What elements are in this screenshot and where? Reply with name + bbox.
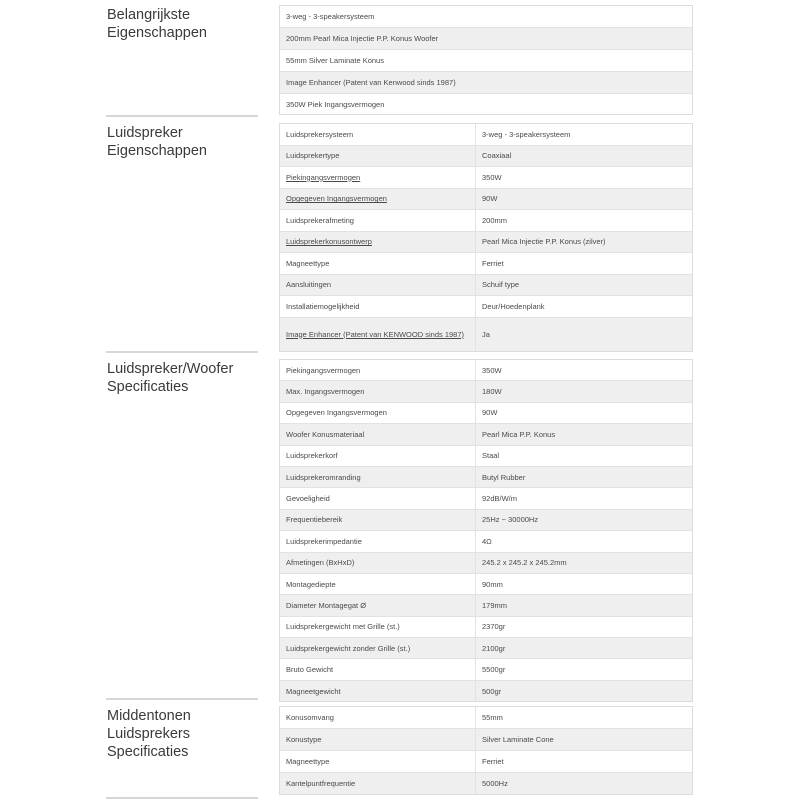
table-row: Bruto Gewicht 5500gr [280,659,692,680]
section-divider [106,797,258,799]
table-row: Opgegeven Ingangsvermogen 90W [280,403,692,424]
table-row: Luidsprekeromranding Butyl Rubber [280,467,692,488]
table-row: Diameter Montagegat Ø 179mm [280,595,692,616]
table-row: Luidsprekersysteem 3-weg - 3-speakersysteem [280,124,692,146]
spec-link[interactable]: Luidsprekerkonusontwerp [280,232,476,253]
section-divider [106,698,258,700]
table-row: Konusomvang 55mm [280,707,692,729]
table-row: Luidsprekerafmeting 200mm [280,210,692,232]
section-title: Luidspreker Eigenschappen [107,125,207,159]
list-item: Image Enhancer (Patent van Kenwood sinds 1987) [280,72,692,94]
section-title: Belangrijkste Eigenschappen [107,7,207,41]
table-row: Magneetgewicht 500gr [280,681,692,701]
table-row: Piekingangsvermogen 350W [280,360,692,381]
table-row: Luidsprekergewicht met Grille (st.) 2370gr [280,617,692,638]
spec-link[interactable]: Opgegeven Ingangsvermogen [280,189,476,210]
spec-link[interactable]: Piekingangsvermogen [280,167,476,188]
table-row: Konustype Silver Laminate Cone [280,729,692,751]
table-row: Piekingangsvermogen 350W [280,167,692,189]
table-row: Aansluitingen Schuif type [280,275,692,297]
table-row: Kantelpuntfrequentie 5000Hz [280,773,692,794]
section-divider [106,351,258,353]
table-row: Luidsprekerkonusontwerp Pearl Mica Injectie P.P. Konus (zilver) [280,232,692,254]
speaker-features-table [279,123,693,352]
list-item: 55mm Silver Laminate Konus [280,50,692,72]
woofer-specs-table [279,359,693,702]
section-title: Middentonen Luidsprekers Specificaties [107,708,191,760]
table-row: Luidsprekertype Coaxiaal [280,146,692,168]
key-features-table [279,5,693,115]
list-item: 3-weg - 3-speakersysteem [280,6,692,28]
table-row: Gevoeligheid 92dB/W/m [280,488,692,509]
section-title: Luidspreker/Woofer Specificaties [107,361,234,395]
table-row: Magneettype Ferriet [280,253,692,275]
table-row: Max. Ingangsvermogen 180W [280,381,692,402]
table-row: Luidsprekerkorf Staal [280,446,692,467]
table-row: Luidsprekergewicht zonder Grille (st.) 2100gr [280,638,692,659]
table-row: Luidsprekerimpedantie 4Ω [280,531,692,552]
spec-link[interactable]: Image Enhancer (Patent van KENWOOD sinds 1987) [280,318,476,351]
table-row: Image Enhancer (Patent van KENWOOD sinds 1987) Ja [280,318,692,351]
section-divider [106,115,258,117]
midrange-specs-table [279,706,693,795]
table-row: Frequentiebereik 25Hz ~ 30000Hz [280,510,692,531]
table-row: Woofer Konusmateriaal Pearl Mica P.P. Konus [280,424,692,445]
list-item: 350W Piek Ingangsvermogen [280,94,692,114]
table-row: Afmetingen (BxHxD) 245.2 x 245.2 x 245.2mm [280,553,692,574]
list-item: 200mm Pearl Mica Injectie P.P. Konus Woofer [280,28,692,50]
table-row: Magneettype Ferriet [280,751,692,773]
table-row: Installatiemogelijkheid Deur/Hoedenplank [280,296,692,318]
table-row: Montagediepte 90mm [280,574,692,595]
table-row: Opgegeven Ingangsvermogen 90W [280,189,692,211]
